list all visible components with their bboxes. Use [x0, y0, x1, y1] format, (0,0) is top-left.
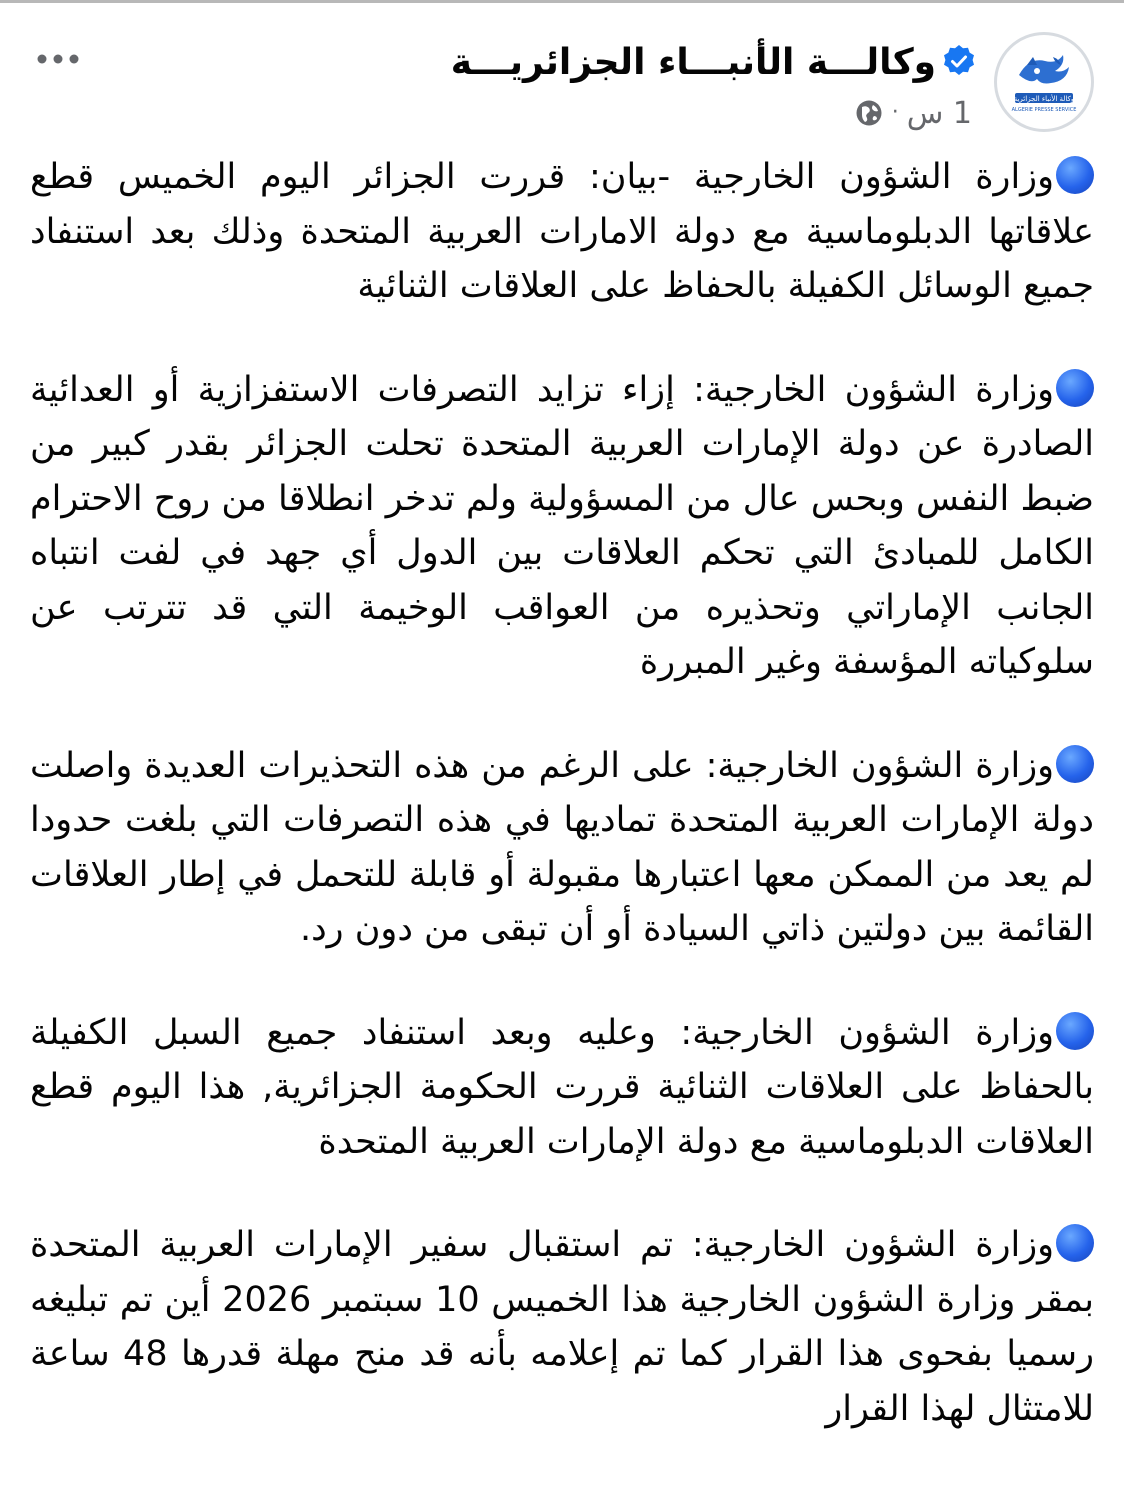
- post-paragraph: [30, 150, 1094, 314]
- post-header: [0, 28, 1124, 138]
- paragraph-text: وزارة الشؤون الخارجية: على الرغم من هذه التحذيرات العديدة واصلت دولة الإمارات العربية المتحدة تماديها في هذه التصرفات التي بلغت حدودا لم يعد من الممكن معها اعتبارها مقبولة أو قابلة للتحمل في إطار العلاقات القائمة بين دولتين ذاتي السيادة أو أن تبقى من دون رد.: [30, 745, 1094, 949]
- logo-arabic-text: وكالة الأنباء الجزائرية: [1013, 95, 1075, 103]
- more-options-icon[interactable]: [36, 52, 80, 66]
- paragraph-text: وزارة الشؤون الخارجية: تم استقبال سفير الإمارات العربية المتحدة بمقر وزارة الشؤون الخارجية هذا الخميس 10 سبتمبر 2026 أين تم تبليغه رسميا بفحوى هذا القرار كما تم إعلامه بأنه قد منح مهلة قدرها 48 ساعة للامتثال لهذا القرار: [30, 1225, 1095, 1429]
- paragraph-text: وزارة الشؤون الخارجية -بيان: قررت الجزائر اليوم الخميس قطع علاقاتها الدبلوماسية مع دولة الامارات العربية المتحدة وذلك بعد استنفاد جميع الوسائل الكفيلة بالحفاظ على العلاقات الثنائية: [30, 157, 1094, 306]
- paragraph-text: وزارة الشؤون الخارجية: وعليه وبعد استنفاد جميع السبل الكفيلة بالحفاظ على العلاقات الثنائية قررت الحكومة الجزائرية, هذا اليوم قطع العلاقات الدبلوماسية مع دولة الإمارات العربية المتحدة: [30, 1012, 1094, 1162]
- blue-circle-icon: [1056, 1012, 1094, 1050]
- page-avatar[interactable]: [994, 32, 1094, 132]
- top-divider: [0, 0, 1124, 3]
- post-time[interactable]: 1 س: [906, 96, 972, 131]
- meta-separator: ·: [891, 100, 899, 125]
- post-paragraph: [30, 363, 1094, 690]
- post-meta: [854, 96, 972, 131]
- page-name[interactable]: وكالـــة الأنبـــاء الجزائريـــة: [450, 42, 936, 83]
- post-paragraph: [30, 739, 1094, 957]
- blue-circle-icon: [1056, 745, 1094, 783]
- paragraph-text: وزارة الشؤون الخارجية: إزاء تزايد التصرفات الاستفزازية أو العدائية الصادرة عن دولة الإمارات العربية المتحدة تحلت الجزائر بقدر كبير من ضبط النفس وبحس عال من المسؤولية ولم تدخر انطلاقا من روح الاحترام الكامل للمبادئ التي تحكم العلاقات بين الدول أي جهد في لفت انتباه الجانب الإماراتي وتحذيره من العواقب الوخيمة التي قد تترتب عن سلوكياته المؤسفة وغير المبررة: [30, 369, 1094, 682]
- blue-circle-icon: [1056, 1224, 1094, 1262]
- globe-icon[interactable]: [854, 98, 884, 128]
- page-name-row: [451, 42, 976, 83]
- post-body: [30, 150, 1094, 1485]
- blue-circle-icon: [1056, 156, 1094, 194]
- blue-circle-icon: [1056, 369, 1094, 407]
- verified-badge-icon: [942, 44, 976, 78]
- post-paragraph: [30, 1218, 1094, 1436]
- aps-logo-icon: [997, 35, 1091, 129]
- logo-latin-text: ALGERIE PRESSE SERVICE: [1011, 107, 1077, 113]
- post-paragraph: [30, 1006, 1094, 1170]
